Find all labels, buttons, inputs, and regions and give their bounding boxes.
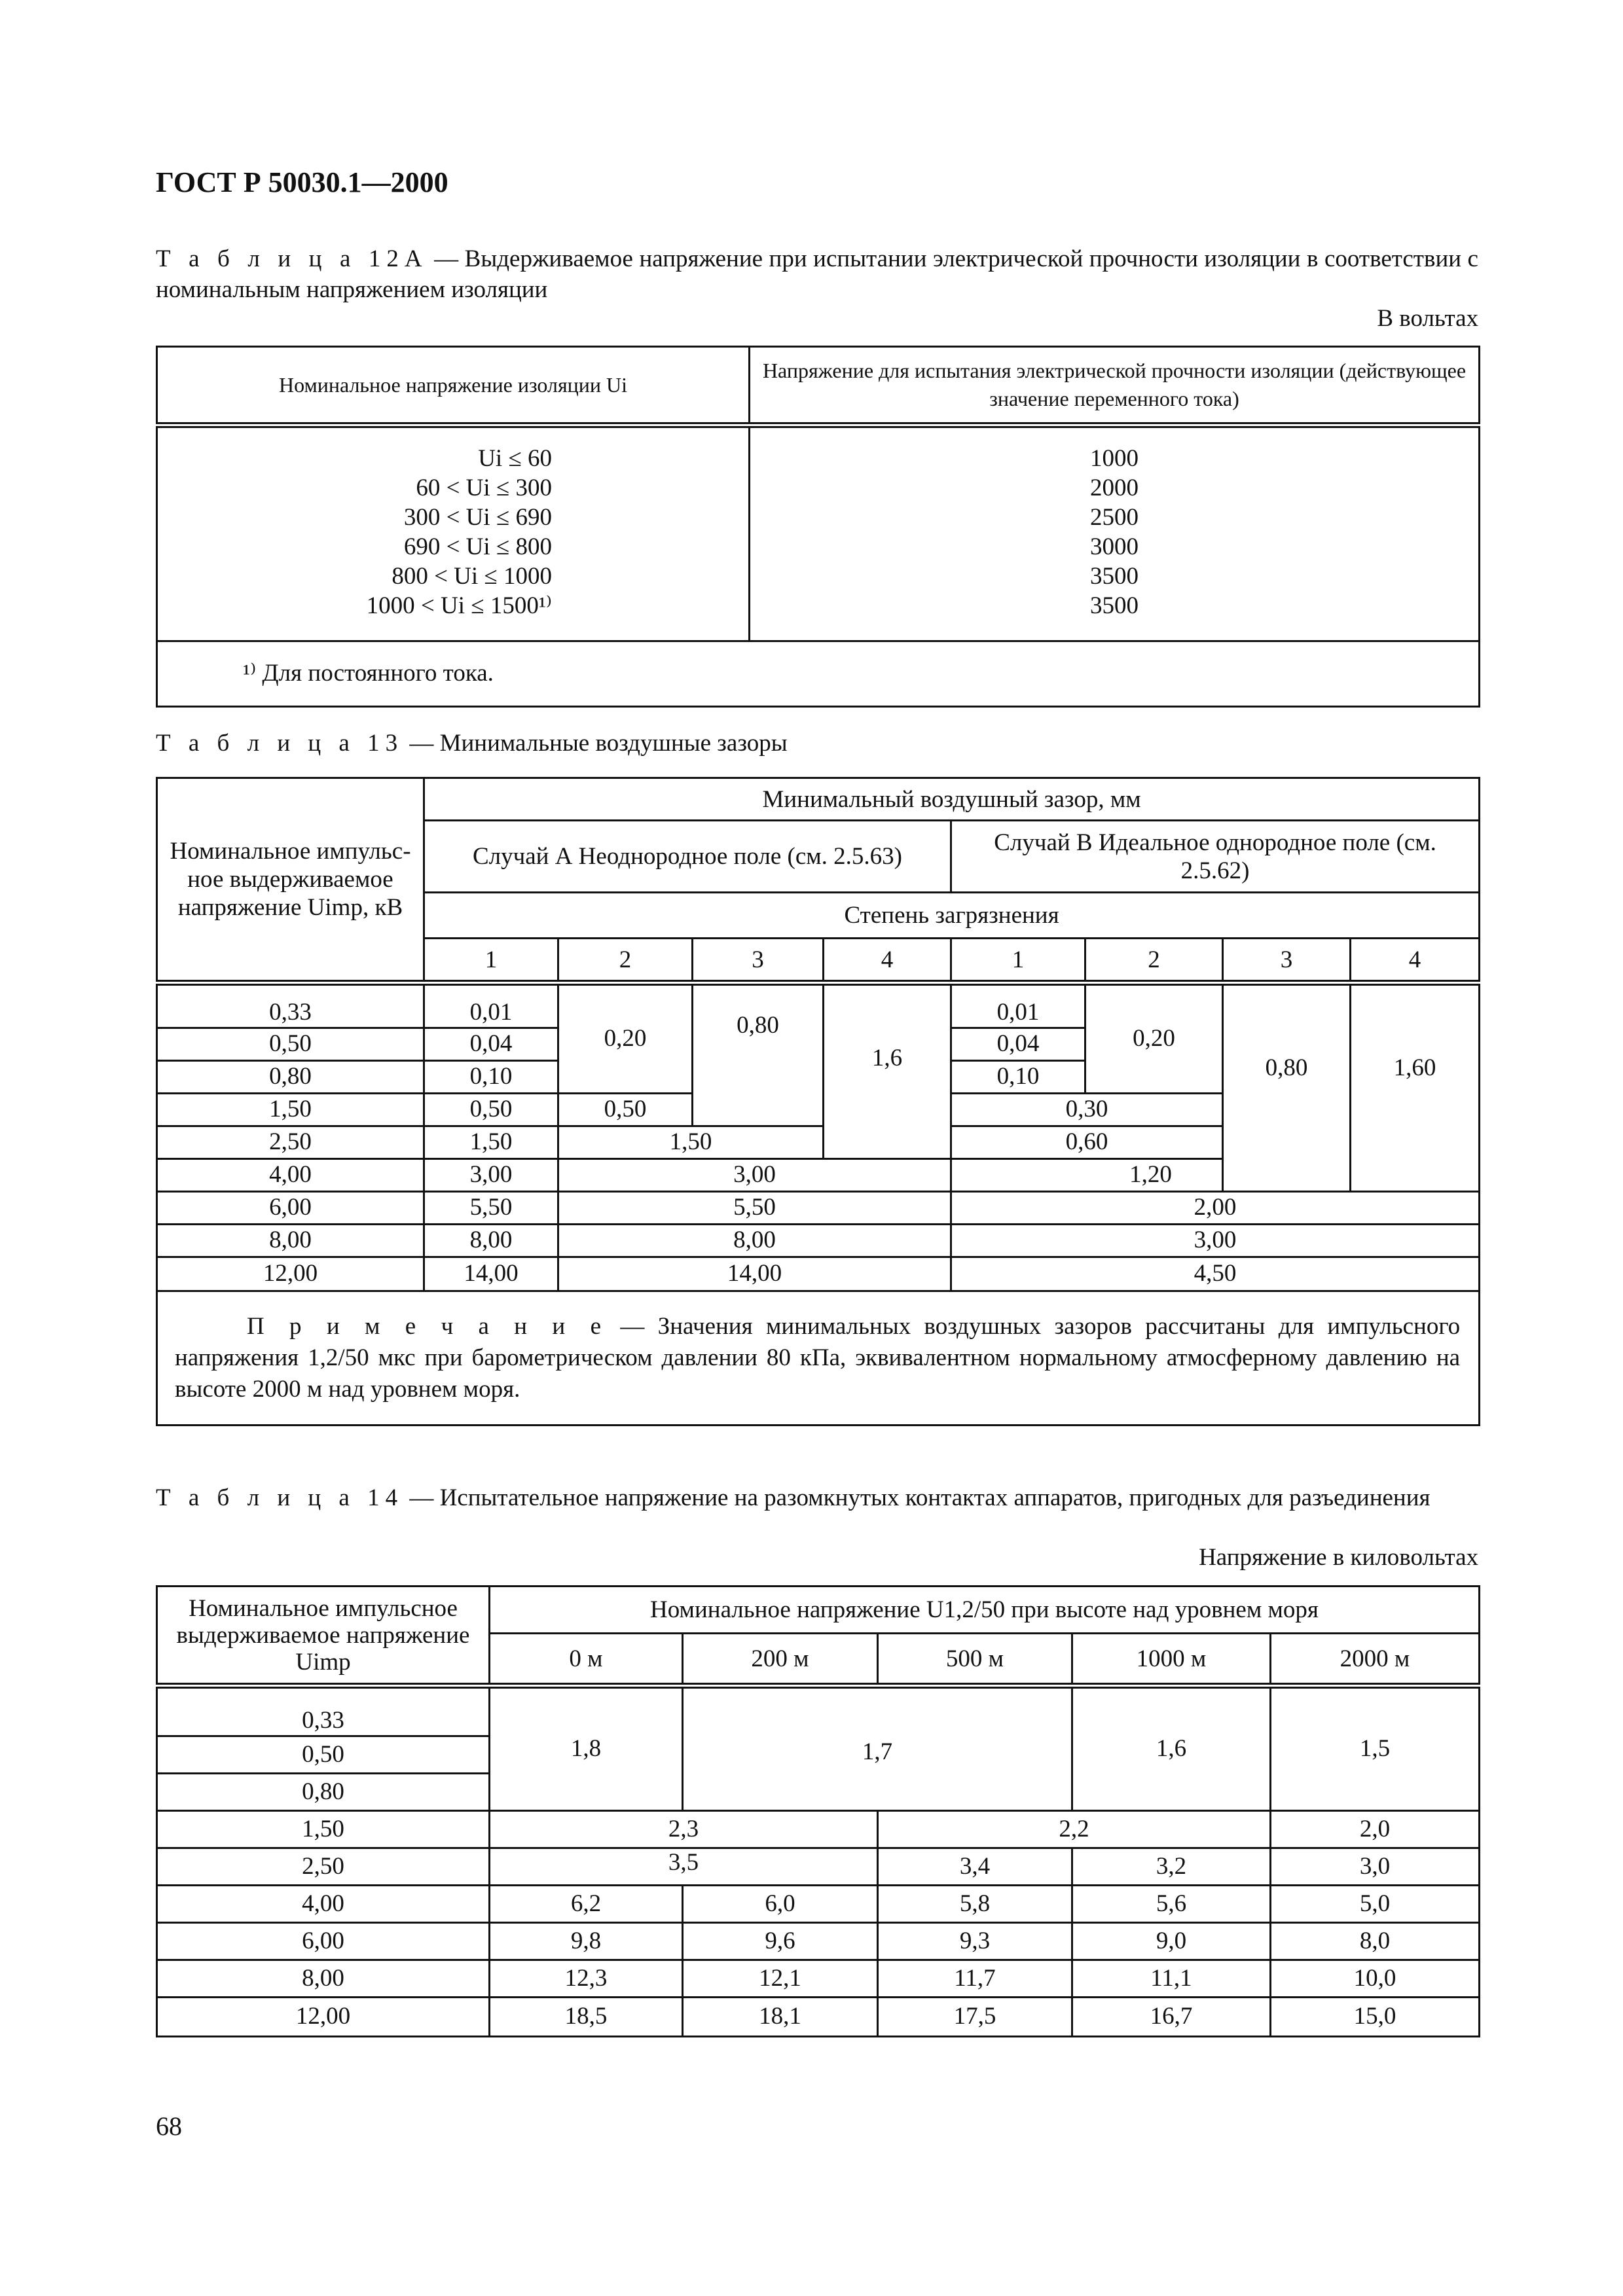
table-cell: 2,50	[157, 1126, 424, 1159]
table13-caption	[156, 728, 1478, 759]
table12a-caption-prefix: Т а б л и ц а 12А	[156, 245, 428, 272]
table-cell: 0,50	[157, 1736, 490, 1774]
table13-row-header: Номинальное импульсное выдерживаемое напряжение Uimp, кВ	[157, 778, 424, 983]
standard-header: ГОСТ Р 50030.1—2000	[156, 166, 448, 198]
table-cell: 4,50	[951, 1257, 1480, 1291]
table13-note	[157, 1291, 1480, 1426]
table-cell: 0,80	[1223, 983, 1351, 1192]
table-cell: 5,50	[558, 1192, 951, 1225]
table13-pollution-header: Степень загрязнения	[424, 893, 1480, 939]
rated-voltage-line: 300 < Ui ≤ 690	[403, 504, 552, 531]
table12a-col1-header: Номинальное напряжение изоляции Ui	[157, 347, 750, 425]
table-cell: 10,0	[1271, 1960, 1480, 1998]
table-cell: 2,0	[1271, 1811, 1480, 1848]
table14	[156, 1585, 1480, 2037]
table-cell: 0,10	[424, 1061, 558, 1094]
table-cell: 0,01	[951, 983, 1085, 1028]
table12a-unit: В вольтах	[1377, 305, 1478, 332]
table-cell: 9,6	[683, 1923, 878, 1960]
table-cell: 11,7	[878, 1960, 1072, 1998]
table-cell: 2,50	[157, 1848, 490, 1886]
table-cell: 0,50	[558, 1094, 693, 1126]
table-cell: 0,33	[157, 1686, 490, 1736]
table-cell: 8,00	[157, 1960, 490, 1998]
table-cell: 0,04	[951, 1028, 1085, 1061]
table-cell: 2,00	[951, 1192, 1480, 1225]
altitude-header: 500 м	[878, 1634, 1072, 1686]
table12a-test-voltage-cell	[750, 425, 1480, 641]
table-cell: 14,00	[424, 1257, 558, 1291]
table12a-rated-voltage-cell	[157, 425, 750, 641]
table-cell: 1,50	[558, 1126, 824, 1159]
table-cell: 0,50	[424, 1094, 558, 1126]
test-voltage-line: 2000	[1090, 475, 1139, 501]
table-cell: 18,5	[490, 1998, 683, 2037]
table-cell: 6,00	[157, 1923, 490, 1960]
rated-voltage-line: 60 < Ui ≤ 300	[416, 475, 552, 501]
table-cell: 14,00	[558, 1257, 951, 1291]
table-cell: 0,80	[157, 1774, 490, 1811]
table-cell: 1,20	[951, 1159, 1351, 1192]
table-cell: 16,7	[1072, 1998, 1271, 2037]
table-cell: 3,5	[490, 1848, 878, 1886]
table-cell: 5,0	[1271, 1886, 1480, 1923]
table-cell: 9,3	[878, 1923, 1072, 1960]
table-cell: 4,00	[157, 1159, 424, 1192]
table-cell: 5,6	[1072, 1886, 1271, 1923]
table-cell: 11,1	[1072, 1960, 1271, 1998]
table13-note-text: — Значения минимальных воздушных зазоров рассчитаны для импульсного напряжения 1,2/50 мкс при барометрическом давлении 80 кПа, эквивалентном нормальному атмосферному давлению на высоте 2000 м над уровнем моря.	[175, 1313, 1461, 1403]
pollution-degree: 3	[1223, 939, 1351, 983]
table-cell: 8,00	[424, 1225, 558, 1257]
table14-caption-text: — Испытательное напряжение на разомкнутых контактах аппаратов, пригодных для разъединения	[403, 1484, 1431, 1511]
table14-row-header: Номинальное импульсное выдерживаемое напряжение Uimp	[157, 1587, 490, 1686]
table-cell: 1,7	[683, 1686, 1072, 1811]
pollution-degree: 3	[693, 939, 824, 983]
altitude-header: 200 м	[683, 1634, 878, 1686]
table-cell: 0,60	[951, 1126, 1223, 1159]
table14-caption	[156, 1482, 1478, 1513]
table13-caption-text: — Минимальные воздушные зазоры	[403, 730, 788, 757]
table-cell: 3,00	[951, 1225, 1480, 1257]
table-cell: 0,80	[157, 1061, 424, 1094]
table-cell: 1,6	[1072, 1686, 1271, 1811]
test-voltage-line: 1000	[1090, 445, 1139, 472]
page-number: 68	[156, 2111, 182, 2141]
table-cell: 0,20	[1085, 983, 1223, 1094]
table12a-footnote: ¹⁾ Для постоянного тока.	[157, 641, 1480, 707]
table-cell: 0,33	[157, 983, 424, 1028]
table-cell: 0,04	[424, 1028, 558, 1061]
rated-voltage-line: 1000 < Ui ≤ 1500¹⁾	[366, 592, 552, 619]
table-cell: 2,3	[490, 1811, 878, 1848]
table14-unit: Напряжение в киловольтах	[1199, 1544, 1478, 1571]
table-cell: 3,4	[878, 1848, 1072, 1886]
table-cell: 1,50	[157, 1811, 490, 1848]
table-cell: 0,20	[558, 983, 693, 1094]
table-cell: 18,1	[683, 1998, 878, 2037]
pollution-degree: 1	[951, 939, 1085, 983]
table-cell: 12,00	[157, 1257, 424, 1291]
rated-voltage-line: 800 < Ui ≤ 1000	[392, 563, 552, 590]
table13-case-a-header: Случай А Неоднородное поле (см. 2.5.63)	[424, 821, 951, 893]
table12a-caption	[156, 243, 1478, 305]
table-cell: 1,8	[490, 1686, 683, 1811]
altitude-header: 0 м	[490, 1634, 683, 1686]
table-cell: 9,8	[490, 1923, 683, 1960]
pollution-degree: 2	[1085, 939, 1223, 983]
table-cell: 15,0	[1271, 1998, 1480, 2037]
table14-group-header: Номинальное напряжение U1,2/50 при высоте над уровнем моря	[490, 1587, 1480, 1634]
table13-case-b-header: Случай В Идеальное однородное поле (см. 2.5.62)	[951, 821, 1480, 893]
test-voltage-line: 3500	[1090, 592, 1139, 619]
table-cell: 1,5	[1271, 1686, 1480, 1811]
table-cell: 4,00	[157, 1886, 490, 1923]
test-voltage-line: 3500	[1090, 563, 1139, 590]
table13	[156, 777, 1480, 1426]
table-cell: 1,50	[424, 1126, 558, 1159]
table12a-col2-header: Напряжение для испытания электрической прочности изоляции (действующее значение переменного тока)	[750, 347, 1480, 425]
table12a-caption-text: — Выдерживаемое напряжение при испытании электрической прочности изоляции в соответствии с номинальным напряжением изоляции	[156, 245, 1478, 303]
table-cell: 12,3	[490, 1960, 683, 1998]
table-cell: 1,60	[1351, 983, 1480, 1192]
table-cell: 3,00	[424, 1159, 558, 1192]
table-cell: 1,50	[157, 1094, 424, 1126]
table13-caption-prefix: Т а б л и ц а 13	[156, 730, 404, 757]
pollution-degree: 4	[1351, 939, 1480, 983]
table-cell: 0,50	[157, 1028, 424, 1061]
table12a	[156, 346, 1480, 708]
pollution-degree: 1	[424, 939, 558, 983]
table-cell: 8,00	[558, 1225, 951, 1257]
altitude-header: 1000 м	[1072, 1634, 1271, 1686]
table-cell: 3,2	[1072, 1848, 1271, 1886]
table-cell: 3,00	[558, 1159, 951, 1192]
test-voltage-line: 3000	[1090, 533, 1139, 560]
table-cell: 6,0	[683, 1886, 878, 1923]
table-cell: 12,00	[157, 1998, 490, 2037]
table-cell: 6,2	[490, 1886, 683, 1923]
table-cell: 17,5	[878, 1998, 1072, 2037]
table-cell: 5,50	[424, 1192, 558, 1225]
altitude-header: 2000 м	[1271, 1634, 1480, 1686]
table-cell: 0,01	[424, 983, 558, 1028]
table-cell: 0,30	[951, 1094, 1223, 1126]
table-cell: 9,0	[1072, 1923, 1271, 1960]
rated-voltage-line: Ui ≤ 60	[478, 445, 552, 472]
table-cell: 8,0	[1271, 1923, 1480, 1960]
table-cell: 3,0	[1271, 1848, 1480, 1886]
table-cell: 1,6	[824, 983, 951, 1159]
table-cell: 2,2	[878, 1811, 1271, 1848]
pollution-degree: 2	[558, 939, 693, 983]
table-cell: 5,8	[878, 1886, 1072, 1923]
table13-note-label: П р и м е ч а н и е	[247, 1313, 607, 1340]
table-cell: 12,1	[683, 1960, 878, 1998]
table-cell: 0,10	[951, 1061, 1085, 1094]
pollution-degree: 4	[824, 939, 951, 983]
table-cell: 6,00	[157, 1192, 424, 1225]
table-cell: 8,00	[157, 1225, 424, 1257]
rated-voltage-line: 690 < Ui ≤ 800	[403, 533, 552, 560]
table13-group-header: Минимальный воздушный зазор, мм	[424, 778, 1480, 821]
table14-caption-prefix: Т а б л и ц а 14	[156, 1484, 404, 1511]
test-voltage-line: 2500	[1090, 504, 1139, 531]
table-cell: 0,80	[693, 983, 824, 1126]
